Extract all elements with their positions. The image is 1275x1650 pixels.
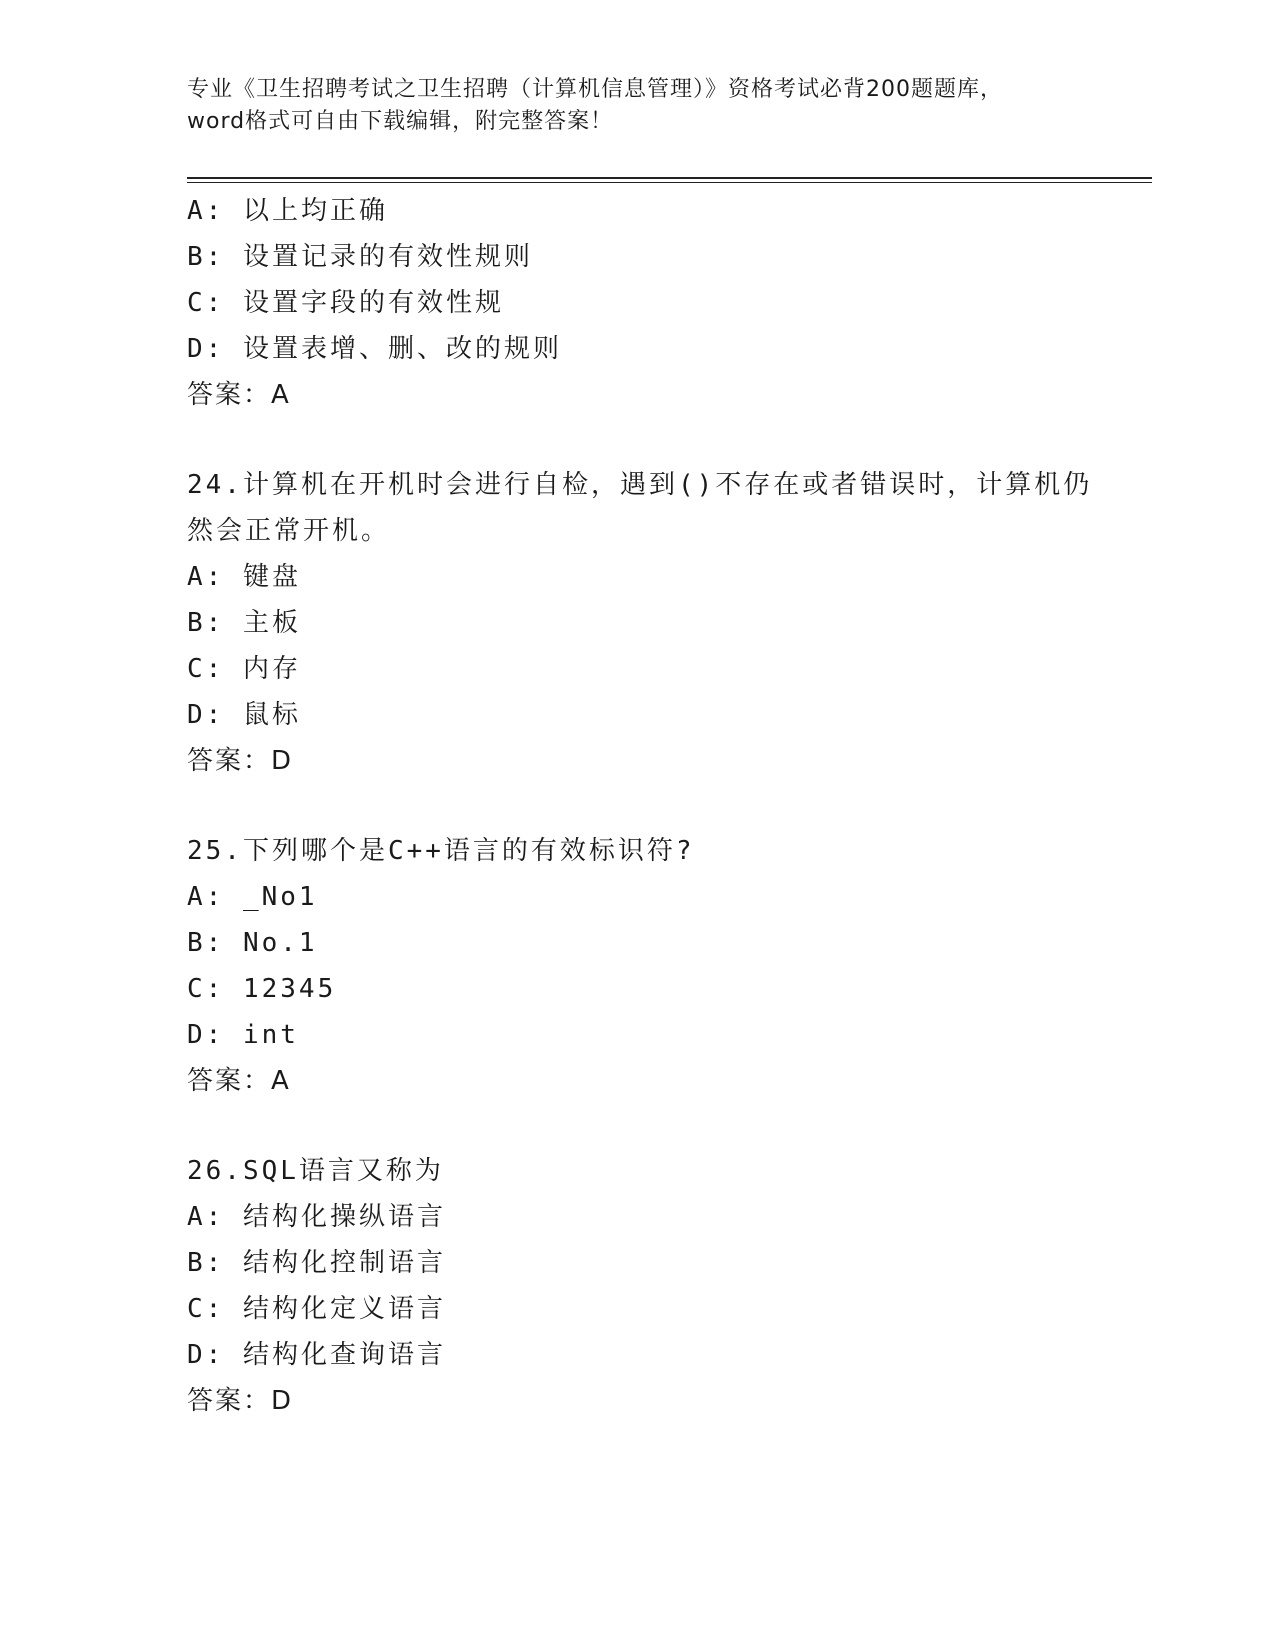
question-23-block <box>187 188 1107 418</box>
question-list <box>187 188 1107 1424</box>
option-c: C: 12345 <box>187 974 337 1004</box>
option-d: D: 鼠标 <box>187 700 301 730</box>
header-line-1: 专业《卫生招聘考试之卫生招聘（计算机信息管理）》资格考试必背200题题库， <box>187 77 1003 102</box>
question-26-block <box>187 1148 1107 1424</box>
option-b: B: 主板 <box>187 608 301 638</box>
header-divider-thin <box>187 182 1152 183</box>
option-d: D: 结构化查询语言 <box>187 1340 446 1370</box>
option-b: B: No.1 <box>187 928 318 958</box>
question-25-block <box>187 828 1107 1104</box>
question-24-block <box>187 462 1107 784</box>
option-a: A: _No1 <box>187 882 318 912</box>
question-stem: 26.SQL语言又称为 <box>187 1156 444 1186</box>
option-b: B: 结构化控制语言 <box>187 1248 446 1278</box>
answer-line: 答案：D <box>187 1386 294 1416</box>
header-line-2: word格式可自由下载编辑，附完整答案！ <box>187 109 614 134</box>
option-a: A: 结构化操纵语言 <box>187 1202 446 1232</box>
answer-line: 答案：A <box>187 1066 291 1096</box>
option-a: A: 以上均正确 <box>187 196 388 226</box>
option-b: B: 设置记录的有效性规则 <box>187 242 533 272</box>
answer-line: 答案：A <box>187 380 291 410</box>
option-d: D: 设置表增、删、改的规则 <box>187 334 562 364</box>
question-stem: 24.计算机在开机时会进行自检，遇到()不存在或者错误时，计算机仍然会正常开机。 <box>187 470 1093 546</box>
option-c: C: 设置字段的有效性规 <box>187 288 504 318</box>
option-d: D: int <box>187 1020 299 1050</box>
header-divider-thick <box>187 177 1152 179</box>
option-c: C: 内存 <box>187 654 301 684</box>
answer-line: 答案：D <box>187 746 294 776</box>
document-header <box>187 74 1087 138</box>
option-a: A: 键盘 <box>187 562 301 592</box>
question-stem: 25.下列哪个是C++语言的有效标识符? <box>187 836 695 866</box>
option-c: C: 结构化定义语言 <box>187 1294 446 1324</box>
